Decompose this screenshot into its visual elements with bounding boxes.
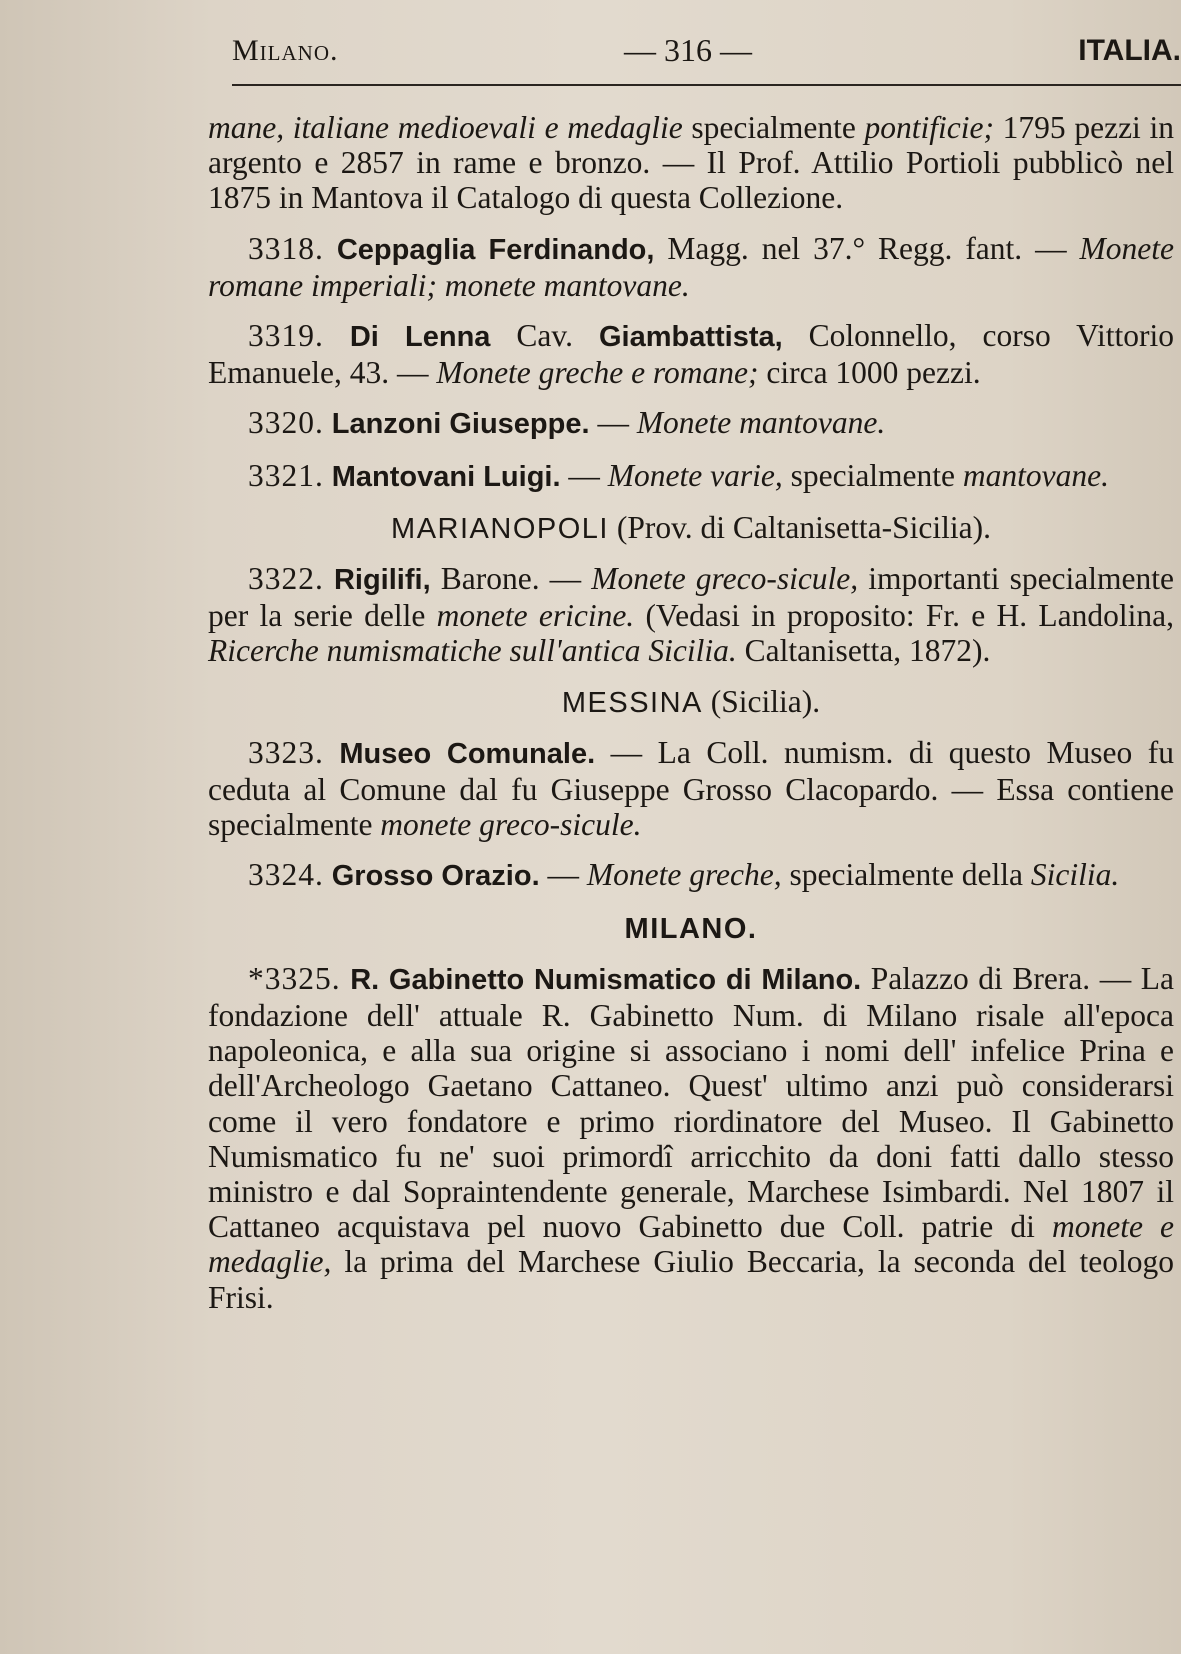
section-heading-milano: MILANO. bbox=[624, 912, 758, 945]
entry-3318: 3318. Ceppaglia Ferdinando, Magg. nel 37.° Regg. fant. — Monete romane imperiali; monete mantovane. bbox=[208, 230, 1174, 303]
running-header bbox=[232, 28, 1181, 78]
entry-3319: 3319. Di Lenna Cav. Giambattista, Colonnello, corso Vittorio Emanuele, 43. — Monete greche e romane; circa 1000 pezzi. bbox=[208, 318, 1174, 391]
entry-3325: *3325. R. Gabinetto Numismatico di Milano. Palazzo di Brera. — La fondazione dell' attuale R. Gabinetto Num. di Milano risale all'epoca napoleonica, e alla sua origine si associano i nomi dell' infelice Prina e dell'Archeologo Gaetano Cattaneo. Quest' ultimo anzi può considerarsi come il vero fondatore e primo riordinatore del Museo. Il Gabinetto Numismatico fu ne' suoi primordî arricchito da doni fatti dallo stesso ministro e dal Sopraintendente generale, Marchese Isimbardi. Nel 1807 il Cattaneo acquistava pel nuovo Gabinetto due Coll. patrie di monete e medaglie, la prima del Marchese Giulio Beccaria, la seconda del teologo Frisi. bbox=[208, 960, 1175, 1315]
entry-3324: 3324. Grosso Orazio. — Monete greche, specialmente della Sicilia. bbox=[248, 857, 1120, 893]
collector-name: Lanzoni Giuseppe. bbox=[331, 408, 590, 441]
entry-number: 3322. bbox=[248, 561, 324, 597]
collector-name: Di Lenna bbox=[349, 321, 491, 354]
collector-name: Ceppaglia Ferdinando, bbox=[336, 233, 655, 266]
collector-name: Rigilifi, bbox=[333, 564, 431, 597]
page-body bbox=[208, 110, 1174, 1330]
collector-name: Grosso Orazio. bbox=[331, 860, 540, 893]
section-heading-messina: MESSINA (Sicilia). bbox=[561, 683, 821, 719]
entry-number: 3320. bbox=[248, 405, 324, 441]
entry-number: 3323. bbox=[248, 734, 324, 770]
continued-paragraph: mane, italiane medioevali e medaglie specialmente pontificie; 1795 pezzi in argento e 2857 in rame e bronzo. — Il Prof. Attilio Portioli pubblicò nel 1875 in Mantova il Catalogo di questa Collezione. bbox=[208, 110, 1174, 216]
entry-number: 3319. bbox=[248, 318, 324, 354]
entry-3323: 3323. Museo Comunale. — La Coll. numism. di questo Museo fu ceduta al Comune dal fu Giuseppe Grosso Clacopardo. — Essa contiene specialmente monete greco-sicule. bbox=[208, 734, 1175, 843]
header-city: Milano. bbox=[232, 34, 339, 67]
entry-number: 3318. bbox=[248, 230, 324, 266]
entry-number: *3325. bbox=[248, 960, 341, 996]
section-heading-marianopoli: MARIANOPOLI (Prov. di Caltanisetta-Sicilia). bbox=[391, 509, 991, 545]
entry-3320: 3320. Lanzoni Giuseppe. — Monete mantovane. bbox=[248, 405, 886, 441]
collector-name: Museo Comunale. bbox=[339, 737, 596, 770]
page-number: — 316 — bbox=[624, 32, 752, 68]
entry-number: 3321. bbox=[248, 457, 324, 493]
header-rule bbox=[232, 84, 1181, 86]
entry-3322: 3322. Rigilifi, Barone. — Monete greco-sicule, importanti specialmente per la serie delle monete ericine. (Vedasi in proposito: Fr. e H. Landolina, Ricerche numismatiche sull'antica Sicilia. Caltanisetta, 1872). bbox=[208, 561, 1174, 669]
header-country: ITALIA. bbox=[1078, 34, 1181, 67]
collector-name: R. Gabinetto Numismatico di Milano. bbox=[350, 963, 862, 996]
collector-name: Mantovani Luigi. bbox=[331, 460, 561, 493]
entry-number: 3324. bbox=[248, 857, 324, 893]
entry-3321: 3321. Mantovani Luigi. — Monete varie, specialmente mantovane. bbox=[248, 457, 1109, 493]
